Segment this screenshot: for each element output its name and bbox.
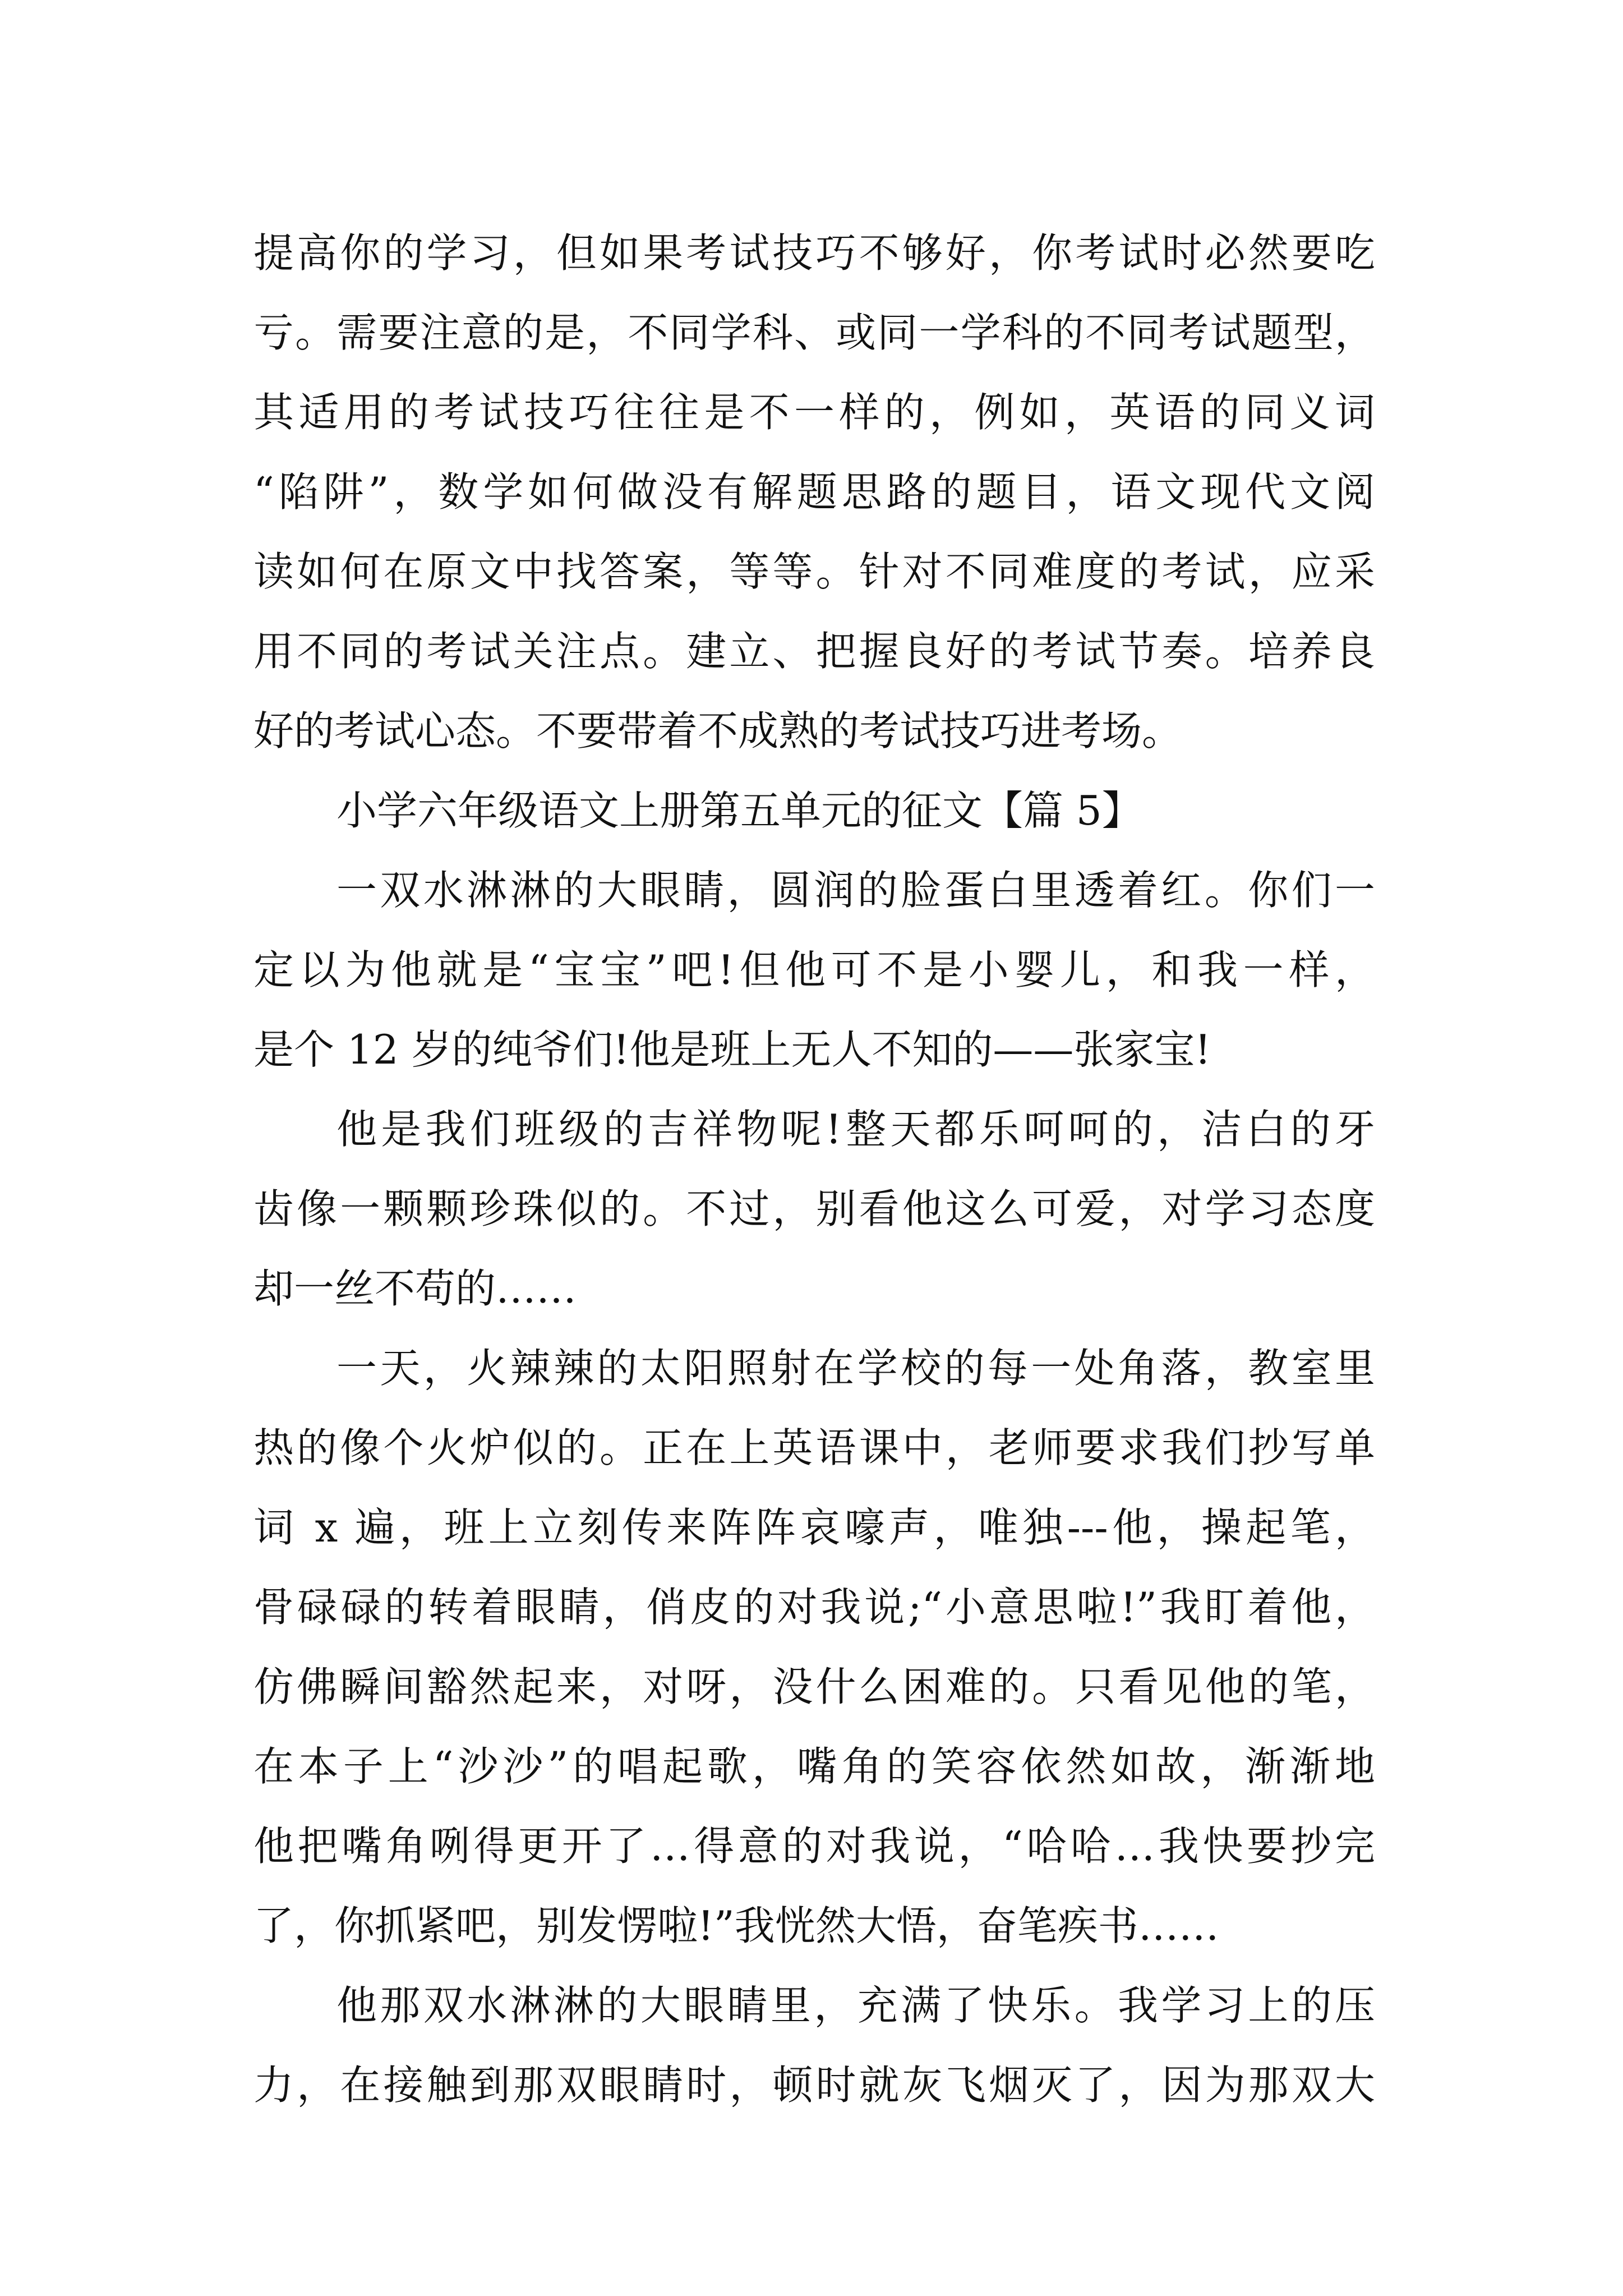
section-heading: 小学六年级语文上册第五单元的征文【篇 5】 (336, 787, 1142, 834)
document-body (253, 213, 1375, 2125)
text-line: 好的考试心态。不要带着不成熟的考试技巧进考场。 (253, 707, 1183, 754)
text-line: 是个 12 岁的纯爷们!他是班上无人不知的——张家宝! (253, 1026, 1211, 1073)
text-line: “陷阱”，数学如何做没有解题思路的题目，语文现代文阅 (253, 468, 1375, 516)
text-line: 仿佛瞬间豁然起来，对呀，没什么困难的。只看见他的笔， (253, 1663, 1375, 1710)
text-line: 骨碌碌的转着眼睛，俏皮的对我说;“小意思啦!”我盯着他， (253, 1584, 1375, 1631)
text-line: 他把嘴角咧得更开了…得意的对我说，“哈哈…我快要抄完 (253, 1823, 1375, 1870)
text-line: 读如何在原文中找答案，等等。针对不同难度的考试，应采 (253, 548, 1375, 595)
text-line: 词 x 遍，班上立刻传来阵阵哀嚎声，唯独---他，操起笔， (253, 1504, 1375, 1551)
text-line: 一双水淋淋的大眼睛，圆润的脸蛋白里透着红。你们一 (336, 867, 1375, 914)
text-line: 齿像一颗颗珍珠似的。不过，别看他这么可爱，对学习态度 (253, 1185, 1375, 1232)
text-line: 却一丝不苟的…… (253, 1265, 577, 1312)
text-line: 在本子上“沙沙”的唱起歌，嘴角的笑容依然如故，渐渐地 (253, 1743, 1375, 1790)
text-line: 一天，火辣辣的太阳照射在学校的每一处角落，教室里 (336, 1345, 1375, 1392)
text-line: 了，你抓紧吧，别发愣啦!”我恍然大悟，奋笔疾书…… (253, 1902, 1219, 1949)
text-line: 定以为他就是“宝宝”吧!但他可不是小婴儿，和我一样， (253, 946, 1375, 993)
text-line: 力，在接触到那双眼睛时，顿时就灰飞烟灭了，因为那双大 (253, 2062, 1375, 2109)
text-line: 他那双水淋淋的大眼睛里，充满了快乐。我学习上的压 (336, 1982, 1375, 2029)
text-line: 提高你的学习，但如果考试技巧不够好，你考试时必然要吃 (253, 229, 1375, 277)
text-line: 其适用的考试技巧往往是不一样的，例如，英语的同义词 (253, 389, 1375, 436)
text-line: 亏。需要注意的是，不同学科、或同一学科的不同考试题型， (253, 309, 1375, 356)
text-line: 用不同的考试关注点。建立、把握良好的考试节奏。培养良 (253, 628, 1375, 675)
text-line: 热的像个火炉似的。正在上英语课中，老师要求我们抄写单 (253, 1424, 1375, 1471)
text-line: 他是我们班级的吉祥物呢!整天都乐呵呵的，洁白的牙 (336, 1106, 1375, 1153)
